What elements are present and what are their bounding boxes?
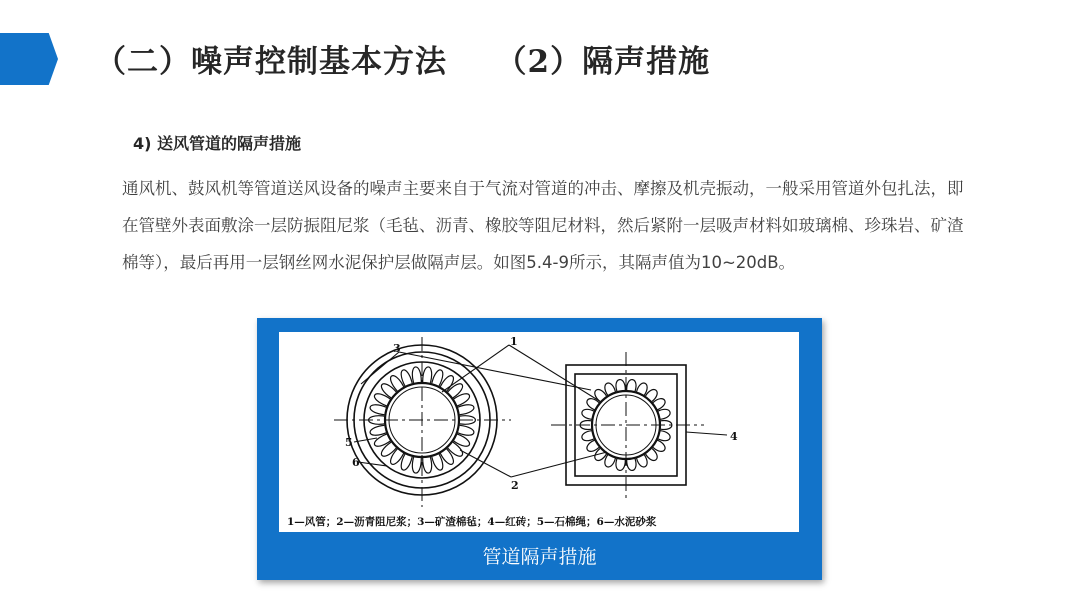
wool-loop xyxy=(458,425,474,435)
figure-frame xyxy=(257,318,822,580)
label-5: 5 xyxy=(345,436,353,449)
wool-loop xyxy=(370,405,386,415)
duct-insulation-diagram xyxy=(279,332,799,532)
label-4: 4 xyxy=(730,430,738,443)
label-6: 6 xyxy=(352,456,360,469)
wool-loop xyxy=(423,367,432,383)
wool-loop xyxy=(401,454,412,470)
wool-loop xyxy=(423,457,432,473)
section-paragraph: 通风机、鼓风机等管道送风设备的噪声主要来自于气流对管道的冲击、摩擦及机壳振动，一般采用管道外包扎法，即在管壁外表面敷涂一层防振阻尼浆（毛毡、沥青、橡胶等阻尼材料，然后紧附一层吸声材料如玻璃棉、珍珠岩、矿渣棉等），最后再用一层钢丝网水泥保护层做隔声层。如图5.4-9所示，其隔声值为10~20dB。 xyxy=(122,179,964,272)
wool-loop xyxy=(627,380,636,392)
wool-loop xyxy=(412,457,421,473)
label-1: 1 xyxy=(510,335,518,348)
figure-diagram xyxy=(279,332,799,532)
wool-loop xyxy=(432,454,443,470)
figure-legend: 1—风管；2—沥青阻尼浆；3—矿渣棉毡；4—红砖；5—石棉绳；6—水泥砂浆 xyxy=(287,516,657,528)
wool-loop xyxy=(616,380,625,392)
page-title: （二）噪声控制基本方法 （2）隔声措施 xyxy=(95,44,711,80)
figure-caption: 管道隔声措施 xyxy=(482,546,597,568)
wool-loop xyxy=(412,367,421,383)
label-2: 2 xyxy=(511,479,519,492)
label-3: 3 xyxy=(393,342,401,355)
section-heading: 4) 送风管道的隔声措施 xyxy=(133,134,302,153)
wool-loop xyxy=(401,370,412,386)
wool-loop xyxy=(370,425,386,435)
wool-loop xyxy=(616,459,625,471)
wool-loop xyxy=(627,459,636,471)
wool-loop xyxy=(458,405,474,415)
wool-loop xyxy=(432,370,443,386)
header-accent-arrow xyxy=(0,33,58,85)
